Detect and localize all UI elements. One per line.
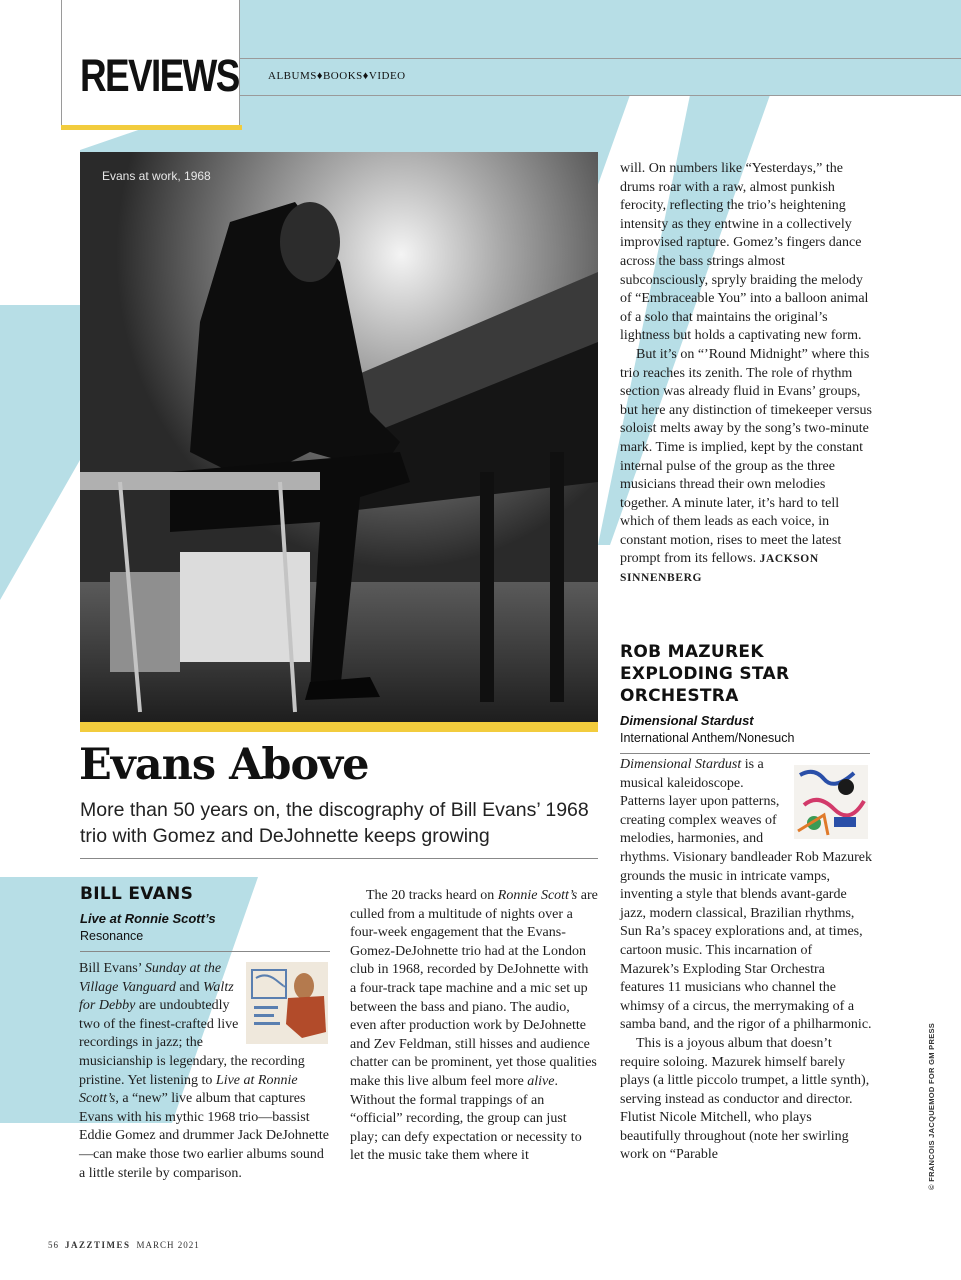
review-paragraph: This is a joyous album that doesn’t require soloing. Mazurek himself barely plays (a little piccolo trumpet, a little synth), serving instead as conductor and director. Flutist Nicole Mitchell, who plays beautifully throughout (note her swirling work on “Parable xyxy=(620,1035,870,1163)
photo-credit: © FRANCOIS JACQUEMOD FOR GM PRESS xyxy=(927,1022,936,1190)
photo-accent-bar xyxy=(80,722,598,732)
record-label: International Anthem/Nonesuch xyxy=(620,731,795,745)
divider xyxy=(620,753,870,754)
headline: Evans Above xyxy=(79,740,369,790)
section-nav xyxy=(268,70,406,82)
section-title: REVIEWS xyxy=(80,50,239,101)
artist-name-line: EXPLODING STAR xyxy=(620,664,790,684)
review-header-rob-mazurek xyxy=(620,641,870,754)
issue-date: MARCH 2021 xyxy=(136,1240,200,1250)
feature-photo xyxy=(80,152,598,722)
page-footer xyxy=(48,1240,200,1250)
section-title-box xyxy=(61,0,240,126)
nav-albums[interactable]: ALBUMS xyxy=(268,70,317,82)
review-paragraph: Bill Evans’ Sunday at the Village Vanguard and Waltz for Debby are undoubtedly two of the finest-crafted live recordings in jazz; the musicianship is legendary, the recording pristine. Yet listening to Live at Ronnie Scott’s, a “new” live album that captures Evans with his mythic 1968 trio—bassist Eddie Gomez and drummer Jack DeJohnette—can make those two earlier albums sound a little sterile by comparison. xyxy=(79,961,329,1181)
divider xyxy=(80,858,598,859)
reviewer-byline: JACKSON SINNENBERG xyxy=(620,553,819,585)
nav-books[interactable]: BOOKS xyxy=(322,70,363,82)
diamond-separator-icon: ♦ xyxy=(316,70,323,82)
artist-name-line: ROB MAZUREK xyxy=(620,642,764,662)
album-cover-thumbnail xyxy=(794,765,868,839)
header-rule-top xyxy=(240,58,961,59)
album-cover-thumbnail xyxy=(246,962,328,1044)
artist-name-line: ORCHESTRA xyxy=(620,686,739,706)
page-number: 56 xyxy=(48,1240,59,1250)
review-paragraph: will. On numbers like “Yesterdays,” the drums roar with a raw, almost punkish ferocity, reflecting the trio’s heightening intensity as they entwine in a collectively improvised rapture. Gomez’s fingers dance across the bass strings almost subconsciously, spryly braiding the melody of “Embraceable You” into a balloon animal of a solo that maintains the original’s lightness but holds a captivating new form. xyxy=(620,161,869,344)
subheadline: More than 50 years on, the discography of Bill Evans’ 1968 trio with Gomez and DeJohnette keeps growing xyxy=(80,799,589,847)
divider xyxy=(80,951,330,952)
photo-caption: Evans at work, 1968 xyxy=(102,169,211,183)
album-title: Dimensional Stardust xyxy=(620,713,754,728)
album-title: Live at Ronnie Scott’s xyxy=(80,911,216,926)
review-bill-evans-column-3 xyxy=(620,160,872,588)
review-paragraph: Dimensional Stardust is a musical kaleidoscope. Patterns layer upon patterns, creating complex weaves of melodies, harmonies, and rhythms. Visionary bandleader Rob Mazurek grounds the music in intricate vamps, inventing a style that blends avant-garde jazz, modern classical, Brazilian rhythms, Sun Ra’s spacey explorations and, at times, cartoon music. This incarnation of Mazurek’s Exploding Star Orchestra features 11 musicians who channel the whimsy of a circus, the merrymaking of a samba band, and the rigor of a philharmonic. xyxy=(620,757,873,1033)
record-label: Resonance xyxy=(80,929,144,943)
review-header-bill-evans xyxy=(80,883,330,952)
review-paragraph: But it’s on “’Round Midnight” where this trio reaches its zenith. The role of rhythm section was already fluid in Evans’ groups, but here any distinction of timekeeper versus soloist melts away by the song’s two-minute mark. Time is implied, kept by the constant internal pulse of the group as the three musicians thread their own melodies together. A minute later, it’s hard to tell which of them leads as each voice, in constant motion, rises to meet the latest prompt from its fellows. xyxy=(620,346,872,567)
artist-name: BILL EVANS xyxy=(80,884,194,904)
review-bill-evans-column-2 xyxy=(350,887,598,1166)
header-rule xyxy=(240,95,961,96)
nav-video[interactable]: VIDEO xyxy=(368,70,406,82)
section-title-accent-bar xyxy=(61,125,242,130)
magazine-name: JAZZTIMES xyxy=(65,1240,131,1250)
diamond-separator-icon: ♦ xyxy=(362,70,369,82)
review-paragraph: The 20 tracks heard on Ronnie Scott’s are culled from a multitude of nights over a four-week engagement that the Evans-Gomez-DeJohnette trio had at the London club in 1968, recorded by DeJohnette with a four-track tape machine and a mic set up between the bass and piano. The audio, even after production work by DeJohnette and Zev Feldman, still hisses and audience chatter can be prominent, yet those qualities make this live album feel more alive. Without the formal trappings of an “official” recording, the group can just play; can defy expectation or necessity to let the music take them where it xyxy=(350,888,598,1164)
